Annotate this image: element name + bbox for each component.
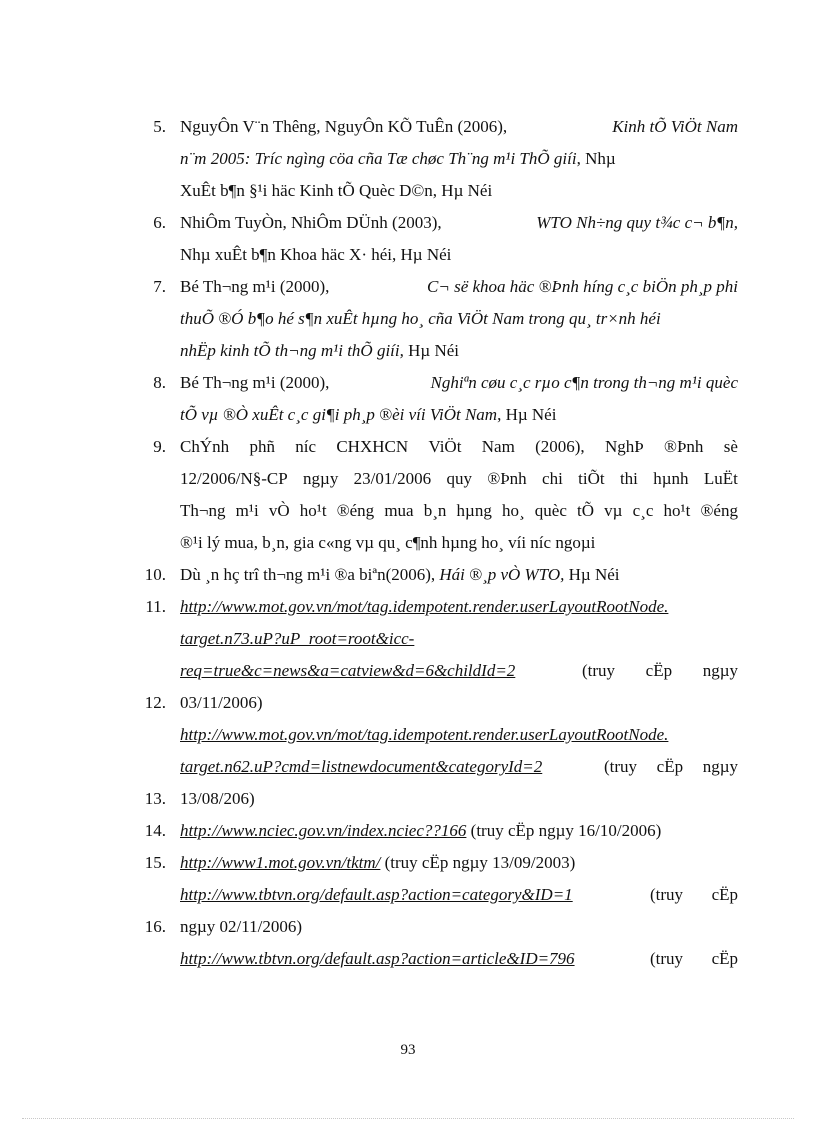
- word: CHXHCN: [336, 437, 409, 456]
- ref-8-authors: Bé Th¬ng m¹i (2000),: [180, 373, 330, 392]
- word: ngµy: [702, 661, 738, 680]
- ref-10-authors: Dù ¸n hç trî th¬ng m¹i ®a biªn(2006),: [180, 565, 440, 584]
- ref-number: 13.: [144, 789, 166, 808]
- ref-number: 12.: [144, 693, 166, 712]
- ref-8-title: Nghiªn cøu c¸c rµo c¶n trong th¬ng m¹i quèc: [430, 373, 738, 392]
- ref-15-link[interactable]: http://www.tbtvn.org/default.asp?action=category&ID=1: [180, 885, 573, 904]
- ref-11-access: [582, 660, 738, 682]
- word: Nam: [481, 437, 515, 456]
- word: chi: [542, 469, 563, 488]
- ref-14-access: (truy cËp ngµy 13/09/2003): [380, 853, 576, 872]
- ref-7-place: Hµ Néi: [403, 341, 459, 360]
- ref-9-line-4: ®¹i lý mua, b¸n, gia c«ng vµ qu¸ c¶nh hµng ho¸ víi níc ngoµi: [180, 533, 596, 552]
- word: phñ: [249, 437, 275, 456]
- word: hµnh: [653, 469, 689, 488]
- ref-13-link[interactable]: http://www.nciec.gov.vn/index.nciec??166: [180, 821, 467, 840]
- ref-8-line-2: [180, 404, 556, 426]
- ref-9-line-2: [180, 468, 738, 490]
- word: ®éng: [700, 501, 738, 520]
- ref-11-line-3: [180, 660, 738, 682]
- word: hµng: [456, 501, 492, 520]
- ref-6-authors: NhiÔm TuyÒn, NhiÔm DÜnh (2003),: [180, 213, 442, 232]
- word: thi: [619, 469, 638, 488]
- ref-number: 8.: [153, 373, 166, 392]
- ref-7-line-2: thuÕ ®Ó b¶o hé s¶n xuÊt hµng ho¸ cña ViÖt Nam trong qu¸ tr×nh héi: [180, 309, 661, 328]
- word: (truy: [582, 661, 616, 680]
- ref-7-title: C¬ së khoa häc ®Þnh híng c¸c biÖn ph¸p phi: [427, 277, 738, 296]
- ref-16-line-1: [180, 948, 738, 970]
- ref-number: 5.: [153, 117, 166, 136]
- word: vÒ: [268, 501, 290, 520]
- word: ®Þnh: [487, 469, 527, 488]
- ref-9-line-3: [180, 500, 738, 522]
- word: ho¹t: [299, 501, 327, 520]
- word: (truy: [604, 757, 638, 776]
- ref-12-line-2: [180, 756, 738, 778]
- word: ViÖt: [428, 437, 462, 456]
- word: (truy: [650, 949, 684, 968]
- ref-number: 16.: [144, 917, 166, 936]
- ref-15-date: ngµy 02/11/2006): [180, 917, 303, 936]
- ref-number: 14.: [144, 821, 166, 840]
- word: Th¬ng: [180, 501, 226, 520]
- ref-7-authors: Bé Th¬ng m¹i (2000),: [180, 277, 330, 296]
- word: tiÕt: [578, 469, 605, 488]
- ref-15-access: [650, 884, 738, 906]
- word: 23/01/2006: [353, 469, 432, 488]
- ref-13-line: [180, 820, 661, 842]
- word: cËp: [711, 885, 738, 904]
- word: NghÞ: [605, 437, 644, 456]
- word: mua: [384, 501, 414, 520]
- word: c¸c: [632, 501, 654, 520]
- page-bottom-divider: [22, 1118, 794, 1119]
- word: 12/2006/N§-CP: [180, 469, 288, 488]
- ref-5-publisher: , Nhµ: [576, 149, 616, 168]
- ref-number: 11.: [145, 597, 166, 616]
- ref-8-title-cont: tÕ vµ ®Ò xuÊt c¸c gi¶i ph¸p ®èi víi ViÖt Nam: [180, 405, 498, 424]
- word: ®éng: [336, 501, 375, 520]
- ref-12-access: [604, 756, 738, 778]
- word: cËp: [711, 949, 738, 968]
- ref-11-link-part-1[interactable]: http://www.mot.gov.vn/mot/tag.idempotent.render.userLayoutRootNode.: [180, 597, 669, 616]
- word: vµ: [604, 501, 623, 520]
- ref-6-line-1: [180, 212, 738, 234]
- ref-16-link[interactable]: http://www.tbtvn.org/default.asp?action=article&ID=796: [180, 949, 575, 968]
- ref-10-title: Hái ®¸p vÒ WTO,: [439, 565, 565, 584]
- word: b¸n: [423, 501, 447, 520]
- page-number: 93: [400, 1042, 416, 1058]
- ref-5-line-2: [180, 148, 616, 170]
- word: ho¹t: [663, 501, 691, 520]
- ref-5-title: Kinh tÕ ViÖt Nam: [612, 117, 738, 136]
- ref-9-line-1: [180, 436, 738, 458]
- ref-10-line-1: [180, 564, 620, 586]
- ref-11-link-part-3[interactable]: req=true&c=news&a=catview&d=6&childId=2: [180, 661, 516, 680]
- word: ngµy: [303, 469, 339, 488]
- ref-6-title: WTO Nh÷ng quy t¾c c¬ b¶n,: [536, 213, 738, 232]
- ref-7-line-3: [180, 340, 459, 362]
- word: tÕ: [577, 501, 595, 520]
- ref-14-line: [180, 852, 575, 874]
- ref-5-line-3: XuÊt b¶n §¹i häc Kinh tÕ Quèc D©n, Hµ Néi: [180, 181, 493, 200]
- ref-number: 15.: [144, 853, 166, 872]
- ref-8-line-1: [180, 372, 738, 394]
- word: LuËt: [703, 469, 738, 488]
- word: ®Þnh: [664, 437, 704, 456]
- ref-10-place: Hµ Néi: [564, 565, 620, 584]
- word: (2006),: [535, 437, 585, 456]
- ref-number: 10.: [144, 565, 166, 584]
- word: ngµy: [702, 757, 738, 776]
- ref-5-title-cont: n¨m 2005: Tríc ngìng cöa cña Tæ chøc Th¨ng m¹i ThÕ giíi: [180, 149, 577, 168]
- ref-8-place: , Hµ Néi: [497, 405, 557, 424]
- ref-7-title-end: nhËp kinh tÕ th¬ng m¹i thÕ giíi,: [180, 341, 404, 360]
- ref-12-date: 13/08/206): [180, 789, 255, 808]
- word: quèc: [534, 501, 567, 520]
- ref-6-line-2: Nhµ xuÊt b¶n Khoa häc X· héi, Hµ Néi: [180, 245, 452, 264]
- ref-15-line-1: [180, 884, 738, 906]
- word: cËp: [645, 661, 673, 680]
- ref-16-access: [650, 948, 738, 970]
- word: sè: [723, 437, 738, 456]
- ref-13-access: (truy cËp ngµy 16/10/2006): [466, 821, 662, 840]
- ref-11-link-part-2[interactable]: target.n73.uP?uP_root=root&icc-: [180, 629, 415, 648]
- word: níc: [295, 437, 317, 456]
- ref-11-date: 03/11/2006): [180, 693, 263, 712]
- ref-12-link-part-2[interactable]: target.n62.uP?cmd=listnewdocument&categoryId=2: [180, 757, 543, 776]
- word: cËp: [656, 757, 684, 776]
- ref-14-link[interactable]: http://www1.mot.gov.vn/tktm/: [180, 853, 381, 872]
- ref-5-line-1: [180, 116, 738, 138]
- word: (truy: [650, 885, 684, 904]
- word: ChÝnh: [180, 437, 230, 456]
- ref-12-link-part-1[interactable]: http://www.mot.gov.vn/mot/tag.idempotent.render.userLayoutRootNode.: [180, 725, 669, 744]
- ref-number: 9.: [153, 437, 166, 456]
- word: m¹i: [235, 501, 259, 520]
- ref-5-authors: NguyÔn V¨n Thêng, NguyÔn KÕ TuÊn (2006),: [180, 117, 508, 136]
- word: ho¸: [501, 501, 525, 520]
- ref-7-line-1: [180, 276, 738, 298]
- ref-number: 7.: [153, 277, 166, 296]
- ref-number: 6.: [153, 213, 166, 232]
- word: quy: [446, 469, 472, 488]
